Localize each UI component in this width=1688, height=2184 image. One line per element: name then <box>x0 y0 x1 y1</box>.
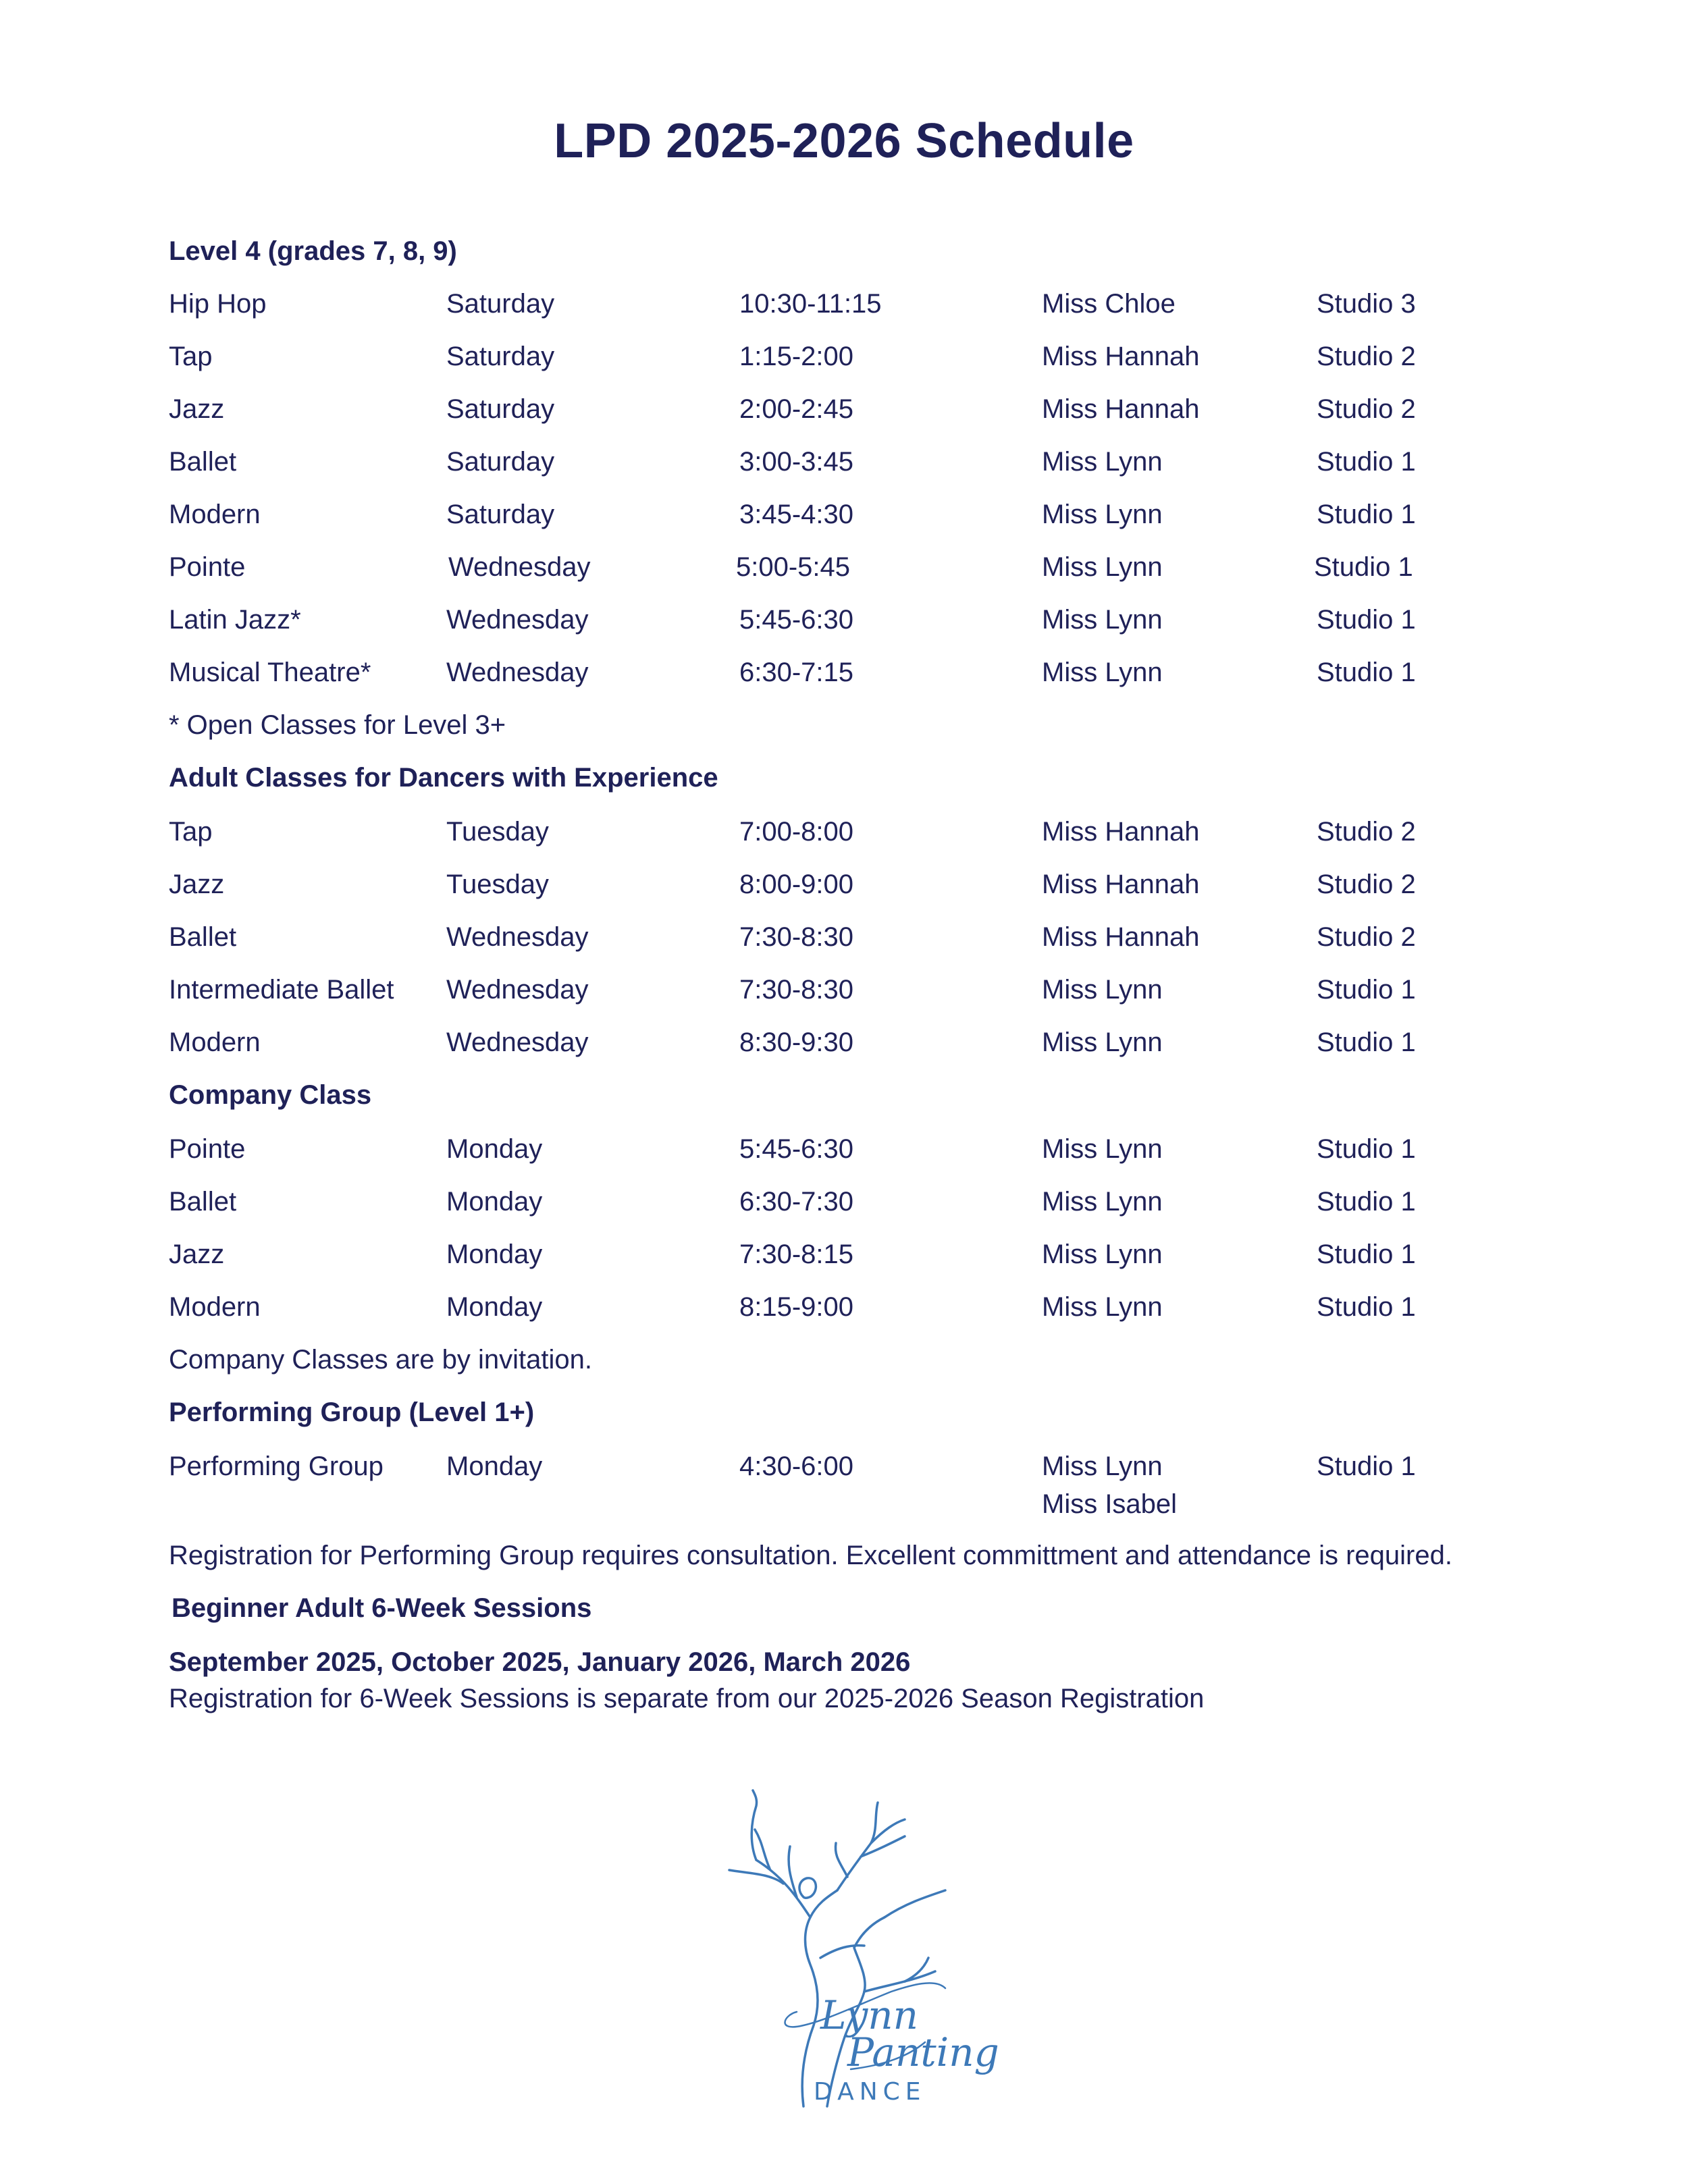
table-row <box>169 870 1587 910</box>
class-studio: Studio 1 <box>1317 1187 1416 1217</box>
table-row <box>169 1187 1587 1227</box>
section-title-adult: Adult Classes for Dancers with Experience <box>169 763 718 793</box>
class-time: 8:30-9:30 <box>739 1028 854 1057</box>
class-studio: Studio 1 <box>1317 447 1416 477</box>
class-time: 3:45-4:30 <box>739 500 854 529</box>
class-day: Saturday <box>446 289 555 319</box>
session-dates: September 2025, October 2025, January 2026, March 2026 <box>169 1647 911 1677</box>
class-time: 2:00-2:45 <box>739 394 854 424</box>
class-studio: Studio 2 <box>1317 922 1416 952</box>
class-studio: Studio 2 <box>1317 817 1416 847</box>
class-day: Wednesday <box>446 658 589 687</box>
class-studio: Studio 1 <box>1317 975 1416 1005</box>
class-name: Ballet <box>169 447 237 477</box>
branch <box>729 1870 783 1884</box>
class-studio: Studio 1 <box>1317 1134 1416 1164</box>
class-time: 1:15-2:00 <box>739 342 854 371</box>
branch <box>835 1843 847 1877</box>
class-studio: Studio 2 <box>1317 394 1416 424</box>
class-teacher: Miss Lynn <box>1042 552 1163 582</box>
section-title-company: Company Class <box>169 1080 372 1110</box>
class-name: Ballet <box>169 922 237 952</box>
class-studio: Studio 1 <box>1317 1451 1416 1481</box>
table-row <box>169 1028 1587 1068</box>
table-row <box>169 1134 1587 1175</box>
class-teacher: Miss Lynn <box>1042 447 1163 477</box>
dancer-head <box>799 1878 816 1898</box>
class-teacher: Miss Lynn <box>1042 658 1163 687</box>
class-day: Monday <box>446 1292 543 1322</box>
page-title: LPD 2025-2026 Schedule <box>554 114 1134 168</box>
class-name: Pointe <box>169 1134 246 1164</box>
class-name: Latin Jazz* <box>169 605 301 635</box>
class-teacher: Miss Lynn <box>1042 605 1163 635</box>
class-studio: Studio 2 <box>1317 870 1416 899</box>
class-teacher: Miss Hannah <box>1042 342 1200 371</box>
class-name: Ballet <box>169 1187 237 1217</box>
table-row <box>169 922 1587 963</box>
class-name: Jazz <box>169 394 225 424</box>
class-studio: Studio 3 <box>1317 289 1416 319</box>
class-time: 6:30-7:15 <box>739 658 854 687</box>
class-day: Monday <box>446 1187 543 1217</box>
class-name: Pointe <box>169 552 246 582</box>
class-day: Tuesday <box>446 817 549 847</box>
class-time: 7:30-8:15 <box>739 1240 854 1269</box>
class-day: Wednesday <box>446 1028 589 1057</box>
branch <box>756 1860 810 1917</box>
class-day: Wednesday <box>446 922 589 952</box>
class-name: Musical Theatre* <box>169 658 371 687</box>
class-time: 7:00-8:00 <box>739 817 854 847</box>
class-studio: Studio 1 <box>1317 1292 1416 1322</box>
session-registration-note: Registration for 6-Week Sessions is separate from our 2025-2026 Season Registration <box>169 1684 1205 1713</box>
class-name: Hip Hop <box>169 289 267 319</box>
class-day: Wednesday <box>446 975 589 1005</box>
class-time: 5:00-5:45 <box>736 552 851 582</box>
branch <box>837 1803 878 1890</box>
class-time: 3:00-3:45 <box>739 447 854 477</box>
table-row <box>169 605 1587 645</box>
open-classes-note: * Open Classes for Level 3+ <box>169 710 506 740</box>
class-teacher: Miss Lynn <box>1042 1292 1163 1322</box>
class-studio: Studio 1 <box>1317 605 1416 635</box>
class-studio: Studio 1 <box>1317 1028 1416 1057</box>
section-title-beginner: Beginner Adult 6-Week Sessions <box>172 1593 592 1623</box>
class-day: Monday <box>446 1451 543 1481</box>
class-name: Modern <box>169 1028 261 1057</box>
table-row <box>169 1451 1587 1533</box>
branch <box>751 1790 756 1860</box>
class-teacher: Miss Lynn <box>1042 500 1163 529</box>
class-time: 6:30-7:30 <box>739 1187 854 1217</box>
class-day: Saturday <box>446 447 555 477</box>
class-day: Wednesday <box>448 552 591 582</box>
class-name: Tap <box>169 817 213 847</box>
table-row <box>169 658 1587 698</box>
class-name: Modern <box>169 500 261 529</box>
class-time: 5:45-6:30 <box>739 1134 854 1164</box>
table-row <box>169 447 1587 487</box>
class-time: 7:30-8:30 <box>739 975 854 1005</box>
class-name: Modern <box>169 1292 261 1322</box>
class-teacher: Miss Lynn <box>1042 975 1163 1005</box>
class-teacher: Miss Lynn <box>1042 1028 1163 1057</box>
lynn-panting-dance-logo <box>702 1789 1026 2113</box>
table-row <box>169 342 1587 382</box>
table-row <box>169 552 1587 593</box>
class-time: 10:30-11:15 <box>739 289 882 319</box>
class-teacher: Miss Lynn <box>1042 1451 1163 1481</box>
class-teacher: Miss Hannah <box>1042 870 1200 899</box>
class-day: Wednesday <box>446 605 589 635</box>
class-teacher: Miss Chloe <box>1042 289 1176 319</box>
class-studio: Studio 1 <box>1317 500 1416 529</box>
class-teacher: Miss Lynn <box>1042 1240 1163 1269</box>
class-studio: Studio 2 <box>1317 342 1416 371</box>
logo-dance-text: DANCE <box>814 2078 926 2106</box>
table-row <box>169 1292 1587 1333</box>
class-name: Jazz <box>169 870 225 899</box>
class-day: Saturday <box>446 394 555 424</box>
class-name: Performing Group <box>169 1451 384 1481</box>
class-teacher: Miss Lynn <box>1042 1187 1163 1217</box>
class-day: Saturday <box>446 500 555 529</box>
class-time: 5:45-6:30 <box>739 605 854 635</box>
class-teacher: Miss Hannah <box>1042 817 1200 847</box>
logo-script-lynn: Lynn <box>820 1992 918 2038</box>
class-day: Tuesday <box>446 870 549 899</box>
class-name: Intermediate Ballet <box>169 975 394 1005</box>
branch <box>885 1890 945 1917</box>
class-time: 7:30-8:30 <box>739 922 854 952</box>
class-studio: Studio 1 <box>1314 552 1413 582</box>
table-row <box>169 500 1587 540</box>
table-row <box>169 289 1587 329</box>
section-title-performing: Performing Group (Level 1+) <box>169 1397 535 1427</box>
section-title-level4: Level 4 (grades 7, 8, 9) <box>169 236 457 266</box>
class-time: 4:30-6:00 <box>739 1451 854 1481</box>
class-day: Monday <box>446 1134 543 1164</box>
class-name: Tap <box>169 342 213 371</box>
class-time: 8:15-9:00 <box>739 1292 854 1322</box>
logo-script-panting: Panting <box>847 2029 999 2075</box>
class-teacher: Miss Hannah <box>1042 394 1200 424</box>
class-day: Monday <box>446 1240 543 1269</box>
class-day: Saturday <box>446 342 555 371</box>
table-row <box>169 975 1587 1015</box>
company-invitation-note: Company Classes are by invitation. <box>169 1345 592 1375</box>
class-teacher: Miss Hannah <box>1042 922 1200 952</box>
table-row <box>169 1240 1587 1280</box>
performing-group-note: Registration for Performing Group requires consultation. Excellent committment and attendance is required. <box>169 1541 1452 1570</box>
class-studio: Studio 1 <box>1317 1240 1416 1269</box>
class-teacher-second: Miss Isabel <box>1042 1489 1178 1519</box>
class-studio: Studio 1 <box>1317 658 1416 687</box>
class-name: Jazz <box>169 1240 225 1269</box>
table-row <box>169 817 1587 857</box>
class-teacher: Miss Lynn <box>1042 1134 1163 1164</box>
table-row <box>169 394 1587 435</box>
class-time: 8:00-9:00 <box>739 870 854 899</box>
